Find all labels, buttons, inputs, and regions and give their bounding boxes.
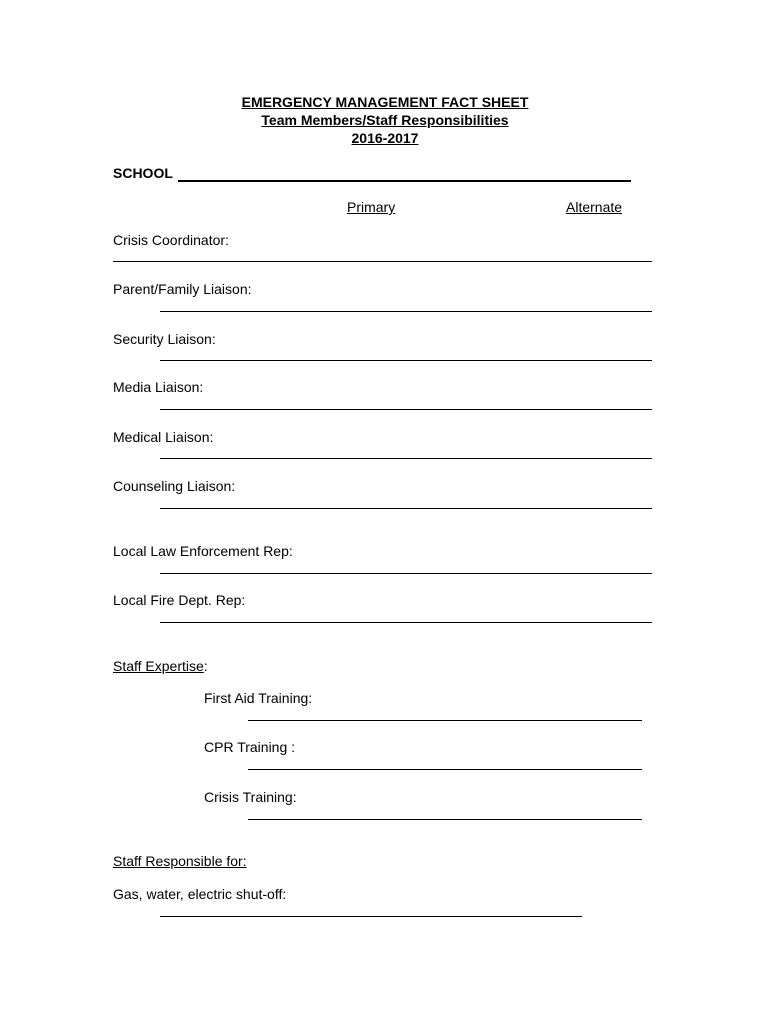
staff-expertise-colon: : — [203, 658, 208, 674]
crisis-training-label: Crisis Training: — [204, 789, 297, 805]
cpr-training-field[interactable] — [248, 769, 642, 770]
media-liaison-label: Media Liaison: — [113, 379, 204, 395]
security-liaison-field[interactable] — [160, 360, 652, 361]
crisis-coordinator-field[interactable] — [113, 261, 652, 262]
school-label: SCHOOL — [113, 165, 173, 181]
fire-dept-rep-field[interactable] — [160, 622, 652, 623]
staff-responsible-heading: Staff Responsible for: — [113, 853, 247, 869]
first-aid-training-field[interactable] — [248, 720, 642, 721]
school-field[interactable] — [178, 180, 631, 182]
crisis-coordinator-label: Crisis Coordinator: — [113, 232, 229, 248]
counseling-liaison-label: Counseling Liaison: — [113, 478, 236, 494]
staff-expertise-heading — [113, 658, 208, 675]
security-liaison-label: Security Liaison: — [113, 331, 216, 347]
first-aid-training-label: First Aid Training: — [204, 690, 313, 706]
cpr-training-label: CPR Training : — [204, 739, 296, 755]
law-enforcement-rep-field[interactable] — [160, 573, 652, 574]
crisis-training-field[interactable] — [248, 819, 642, 820]
utilities-shutoff-field[interactable] — [160, 916, 582, 917]
counseling-liaison-field[interactable] — [160, 508, 652, 509]
medical-liaison-label: Medical Liaison: — [113, 429, 214, 445]
parent-family-liaison-field[interactable] — [160, 311, 652, 312]
document-subtitle: Team Members/Staff Responsibilities — [261, 112, 509, 128]
staff-expertise-heading-text: Staff Expertise — [113, 658, 204, 674]
primary-column-header: Primary — [347, 199, 396, 215]
utilities-shutoff-label: Gas, water, electric shut-off: — [113, 886, 287, 902]
document-title: EMERGENCY MANAGEMENT FACT SHEET — [241, 94, 529, 110]
parent-family-liaison-label: Parent/Family Liaison: — [113, 281, 252, 297]
media-liaison-field[interactable] — [160, 409, 652, 410]
medical-liaison-field[interactable] — [160, 458, 652, 459]
alternate-column-header: Alternate — [566, 199, 623, 215]
law-enforcement-rep-label: Local Law Enforcement Rep: — [113, 543, 293, 559]
fire-dept-rep-label: Local Fire Dept. Rep: — [113, 592, 246, 608]
document-year: 2016-2017 — [351, 130, 419, 146]
